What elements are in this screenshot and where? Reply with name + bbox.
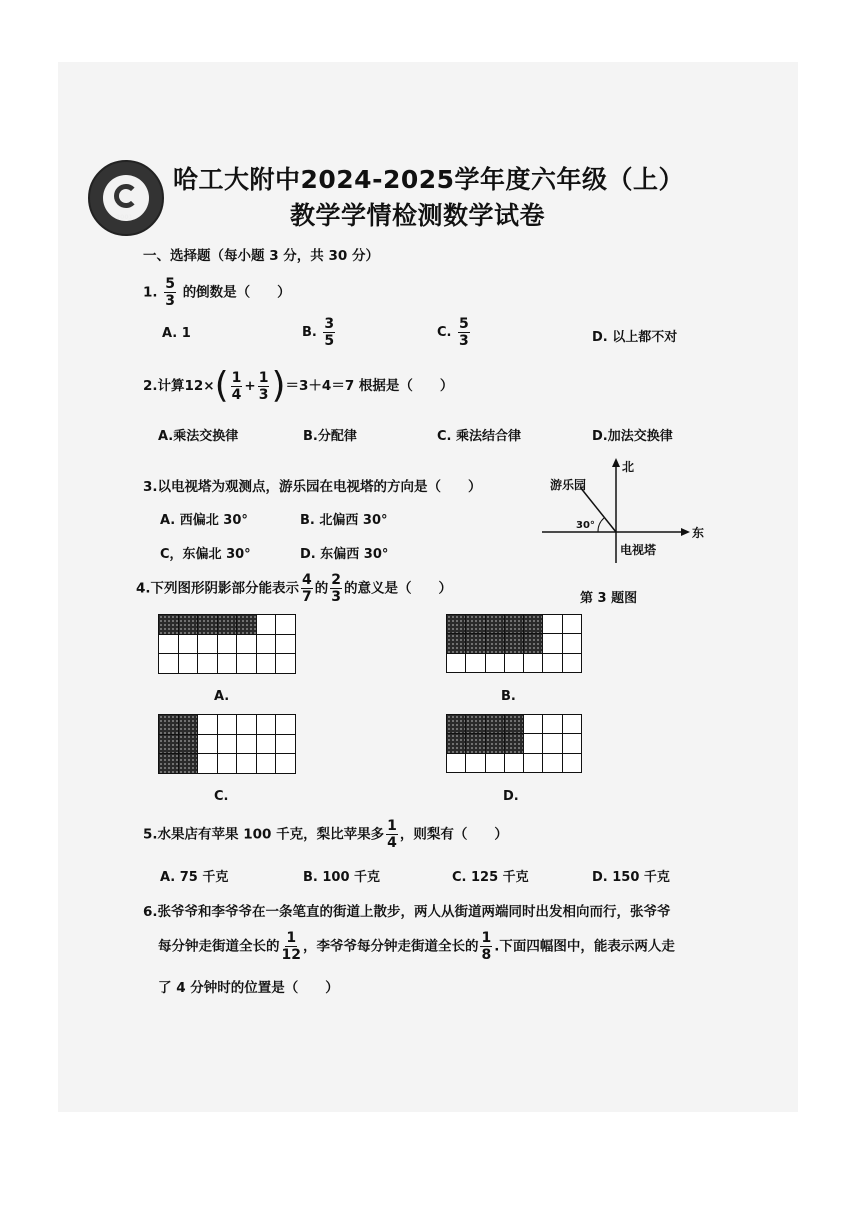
- grid-cell: [257, 715, 277, 735]
- q2-option-c: C. 乘法结合律: [437, 429, 522, 444]
- grid-cell: [218, 735, 238, 755]
- grid-cell: [505, 754, 524, 773]
- grid-cell: [198, 635, 218, 655]
- grid-cell: [276, 754, 296, 774]
- grid-cell: [198, 715, 218, 735]
- q5-option-c: C. 125 千克: [452, 870, 529, 885]
- grid-cell: [563, 734, 582, 753]
- grid-cell: [179, 715, 199, 735]
- north-label: 北: [622, 460, 635, 474]
- grid-cell: [486, 634, 505, 653]
- grid-cell: [524, 715, 543, 734]
- grid-cell: [198, 735, 218, 755]
- grid-cell: [524, 734, 543, 753]
- grid-cell: [543, 734, 562, 753]
- q4-figure-d: [446, 714, 582, 773]
- grid-cell: [276, 615, 296, 635]
- q4-option-d: D.: [503, 789, 519, 804]
- grid-cell: [524, 634, 543, 653]
- park-label: 游乐园: [550, 478, 587, 492]
- north-arrow: [612, 458, 620, 467]
- grid-cell: [466, 754, 485, 773]
- grid-cell: [237, 615, 257, 635]
- grid-cell: [159, 715, 179, 735]
- figure-3-caption: 第 3 题图: [580, 591, 638, 606]
- q2-option-a: A.乘法交换律: [158, 429, 239, 444]
- q3-option-d: D. 东偏西 30°: [300, 547, 389, 562]
- grid-cell: [563, 754, 582, 773]
- grid-cell: [466, 654, 485, 673]
- q3-option-a: A. 西偏北 30°: [160, 513, 248, 528]
- grid-cell: [447, 615, 466, 634]
- grid-cell: [179, 735, 199, 755]
- q1-option-a: A. 1: [162, 326, 191, 341]
- tower-label: 电视塔: [620, 543, 657, 557]
- east-label: 东: [692, 526, 705, 540]
- q3-option-b: B. 北偏西 30°: [300, 513, 388, 528]
- east-arrow: [681, 528, 690, 536]
- grid-cell: [218, 654, 238, 674]
- angle-label: 30°: [576, 520, 595, 531]
- grid-cell: [447, 754, 466, 773]
- question-2: 2.计算12×( $\frac{1}{4}$ + $\frac{1}{3}$ )＝3＋4＝7 根据是（ ）: [143, 365, 454, 406]
- q4-option-b: B.: [501, 689, 516, 704]
- question-3: 3.以电视塔为观测点，游乐园在电视塔的方向是（ ）: [143, 479, 482, 495]
- section-heading: 一、选择题（每小题 3 分，共 30 分）: [143, 248, 379, 264]
- grid-cell: [524, 754, 543, 773]
- grid-cell: [466, 715, 485, 734]
- grid-cell: [276, 715, 296, 735]
- title-line-1: 哈工大附中2024-2025学年度六年级（上）: [173, 165, 685, 194]
- school-logo: 2001: [88, 160, 164, 236]
- q4-figure-b: [446, 614, 582, 673]
- question-6-line-3: 了 4 分钟时的位置是（ ）: [158, 980, 339, 996]
- grid-cell: [505, 734, 524, 753]
- q3-option-c: C，东偏北 30°: [160, 547, 251, 562]
- grid-cell: [257, 615, 277, 635]
- grid-cell: [257, 654, 277, 674]
- q4-option-a: A.: [214, 689, 230, 704]
- grid-cell: [505, 615, 524, 634]
- grid-cell: [524, 654, 543, 673]
- grid-cell: [237, 654, 257, 674]
- grid-cell: [486, 754, 505, 773]
- grid-cell: [218, 615, 238, 635]
- grid-cell: [237, 715, 257, 735]
- q5-option-b: B. 100 千克: [303, 870, 381, 885]
- question-6-line-1: 6.张爷爷和李爷爷在一条笔直的街道上散步，两人从街道两端同时出发相向而行，张爷爷: [143, 904, 671, 920]
- grid-cell: [276, 735, 296, 755]
- grid-cell: [486, 654, 505, 673]
- grid-cell: [237, 735, 257, 755]
- grid-cell: [563, 715, 582, 734]
- grid-cell: [159, 654, 179, 674]
- grid-cell: [198, 754, 218, 774]
- grid-cell: [218, 635, 238, 655]
- grid-cell: [159, 754, 179, 774]
- grid-cell: [447, 634, 466, 653]
- question-1: 1. $\frac{5}{3}$ 的倒数是（ ）: [143, 276, 291, 309]
- question-4: 4.下列图形阴影部分能表示 $\frac{4}{7}$ 的 $\frac{2}{3}$ 的意义是（ ）: [136, 572, 453, 605]
- grid-cell: [486, 734, 505, 753]
- q5-option-a: A. 75 千克: [160, 870, 229, 885]
- grid-cell: [447, 715, 466, 734]
- grid-cell: [563, 634, 582, 653]
- grid-cell: [543, 615, 562, 634]
- grid-cell: [276, 635, 296, 655]
- grid-cell: [198, 615, 218, 635]
- grid-cell: [505, 654, 524, 673]
- grid-cell: [159, 635, 179, 655]
- grid-cell: [257, 754, 277, 774]
- question-5: 5.水果店有苹果 100 千克，梨比苹果多 $\frac{1}{4}$ ，则梨有（ ）: [143, 818, 508, 851]
- q1-option-c: C. $\frac{5}{3}$: [437, 316, 469, 349]
- q5-option-d: D. 150 千克: [592, 870, 670, 885]
- grid-cell: [447, 734, 466, 753]
- grid-cell: [179, 615, 199, 635]
- grid-cell: [505, 715, 524, 734]
- grid-cell: [198, 654, 218, 674]
- grid-cell: [486, 715, 505, 734]
- grid-cell: [543, 715, 562, 734]
- grid-cell: [237, 754, 257, 774]
- grid-cell: [466, 615, 485, 634]
- grid-cell: [486, 615, 505, 634]
- grid-cell: [159, 735, 179, 755]
- q1-option-b: B. $\frac{3}{5}$: [302, 316, 335, 349]
- q2-option-b: B.分配律: [303, 429, 357, 444]
- grid-cell: [257, 735, 277, 755]
- grid-cell: [159, 615, 179, 635]
- grid-cell: [466, 634, 485, 653]
- question-6-line-2: 每分钟走街道全长的 $\frac{1}{12}$ ，李爷爷每分钟走街道全长的 $\frac{1}{8}$ .下面四幅图中，能表示两人走: [158, 930, 675, 963]
- grid-cell: [218, 715, 238, 735]
- grid-cell: [524, 615, 543, 634]
- grid-cell: [447, 654, 466, 673]
- grid-cell: [257, 635, 277, 655]
- q1-option-d: D. 以上都不对: [592, 330, 678, 345]
- grid-cell: [543, 634, 562, 653]
- q4-figure-c: [158, 714, 296, 774]
- grid-cell: [543, 754, 562, 773]
- grid-cell: [179, 754, 199, 774]
- grid-cell: [179, 654, 199, 674]
- grid-cell: [563, 615, 582, 634]
- grid-cell: [179, 635, 199, 655]
- q2-option-d: D.加法交换律: [592, 429, 673, 444]
- q4-figure-a: [158, 614, 296, 674]
- q4-option-c: C.: [214, 789, 229, 804]
- grid-cell: [505, 634, 524, 653]
- grid-cell: [563, 654, 582, 673]
- grid-cell: [543, 654, 562, 673]
- title-line-2: 教学学情检测数学试卷: [290, 201, 546, 230]
- grid-cell: [276, 654, 296, 674]
- grid-cell: [466, 734, 485, 753]
- grid-cell: [237, 635, 257, 655]
- grid-cell: [218, 754, 238, 774]
